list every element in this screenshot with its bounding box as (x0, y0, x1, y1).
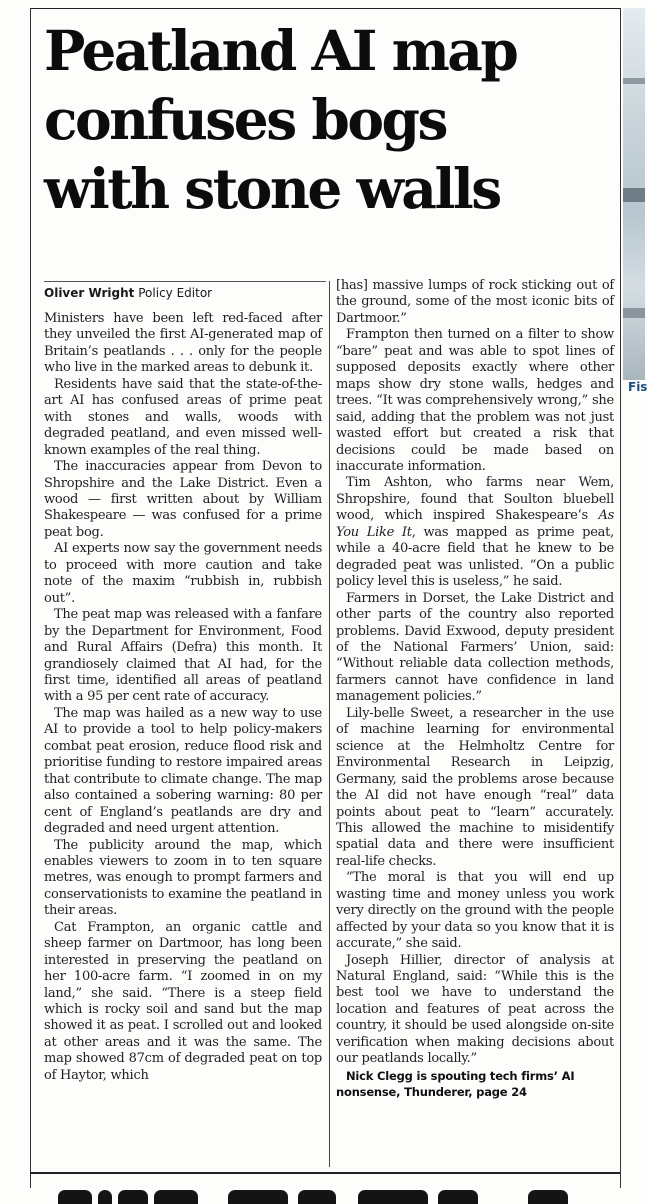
article-column-left (44, 311, 322, 1084)
paragraph: Ministers have been left red-faced after they unveiled the first AI-generated map of Britain’s peatlands . . . only for the people who live in the marked areas to debunk it. (44, 311, 322, 376)
headline-line: confuses bogs (44, 87, 446, 152)
paragraph (336, 475, 614, 590)
paragraph: Joseph Hillier, director of analysis at Natural England, said: “While this is the best tool we have to understand the location and features of peat across the country, it should be used alongside on-site verification when making decisions about our peatlands locally.” (336, 952, 614, 1067)
next-headline-fragment (58, 1184, 578, 1204)
author-name: Oliver Wright (44, 286, 135, 300)
play-title: As You Like It (336, 508, 614, 540)
cross-reference-tagline: Nick Clegg is spouting tech firms’ AI nonsense, Thunderer, page 24 (336, 1068, 575, 1099)
paragraph: Residents have said that the state-of-the-art AI has confused areas of prime peat with stones and walls, woods with degraded peatland, and even missed well-known examples of the real thing. (44, 376, 322, 458)
paragraph-text: Tim Ashton, who farms near Wem, Shropshire, found that Soulton bluebell wood, which inspired Shakespeare’s (336, 475, 614, 524)
author-role: Policy Editor (138, 286, 213, 300)
byline-rule (44, 281, 326, 282)
paragraph: The inaccuracies appear from Devon to Shropshire and the Lake District. Even a wood — first written about by William Shakespeare — was confused for a prime peat bog. (44, 459, 322, 540)
page-right-rule (620, 8, 621, 1188)
paragraph: Farmers in Dorset, the Lake District and other parts of the country also reported problems. David Exwood, deputy president of the National Farmers’ Union, said: “Without reliable data collection methods, farmers cannot have confidence in land management policies.” (336, 590, 614, 705)
paragraph: AI experts now say the government needs to proceed with more caution and take note of the maxim “rubbish in, rubbish out”. (44, 541, 322, 606)
paragraph: The peat map was released with a fanfare by the Department for Environment, Food and Rural Affairs (Defra) this month. It grandiosely claimed that AI had, for the first time, identified all areas of peatland with a 95 per cent rate of accuracy. (44, 607, 322, 705)
adjacent-caption-fragment: Fis (628, 380, 647, 394)
page-left-rule (30, 8, 31, 1188)
bottom-rule (30, 1172, 620, 1174)
paragraph: The map was hailed as a new way to use AI to provide a tool to help policy-makers combat peat erosion, reduce flood risk and prioritise funding to restore impaired areas that contribute to climate change. The map also contained a sobering warning: 80 per cent of England’s peatlands are dry and degraded and need urgent attention. (44, 705, 322, 837)
paragraph: Lily-belle Sweet, a researcher in the use of machine learning for environmental science at the Helmholtz Centre for Environmental Research in Leipzig, Germany, said the problems arose because the AI did not have enough “real” data points about peat to “learn” accurately. This allowed the machine to misidentify spatial data and there were insufficient real-life checks. (336, 705, 614, 869)
paragraph: The publicity around the map, which enables viewers to zoom in to ten square metres, was enough to prompt farmers and conservationists to examine the peatland in their areas. (44, 837, 322, 919)
column-divider (329, 281, 330, 1167)
paragraph-continuation: [has] massive lumps of rock sticking out of the ground, some of the most iconic bits of Dartmoor.” (336, 278, 614, 326)
headline-line: Peatland AI map (44, 18, 517, 83)
page-top-rule (30, 8, 620, 9)
headline (44, 16, 614, 223)
paragraph: Frampton then turned on a filter to show “bare” peat and was able to spot lines of supposed deposits exactly where other maps show dry stone walls, hedges and trees. “It was comprehensively wrong,” she said, adding that the problem was not just wasted effort but created a risk that decisions could be made based on inaccurate information. (336, 327, 614, 474)
paragraph: “The moral is that you will end up wasting time and money unless you work very directly on the ground with the people affected by your data so you know that it is accurate,” she said. (336, 870, 614, 952)
headline-line: with stone walls (44, 156, 500, 221)
paragraph-text: , was mapped as prime peat, while a 40-acre field that he knew to be degraded peat was unlisted. “On a public policy level this is useless,” he said. (336, 524, 614, 590)
article-column-right (336, 278, 614, 1100)
paragraph: Cat Frampton, an organic cattle and sheep farmer on Dartmoor, has long been interested in preserving the peatland on her 100-acre farm. “I zoomed in on my land,” she said. “There is a steep field which is rocky soil and sand but the map showed it as peat. I scrolled out and looked at other areas and it was the same. The map showed 87cm of degraded peat on top of Haytor, which (44, 919, 322, 1083)
adjacent-photo-fragment (623, 8, 645, 380)
byline (44, 285, 326, 301)
